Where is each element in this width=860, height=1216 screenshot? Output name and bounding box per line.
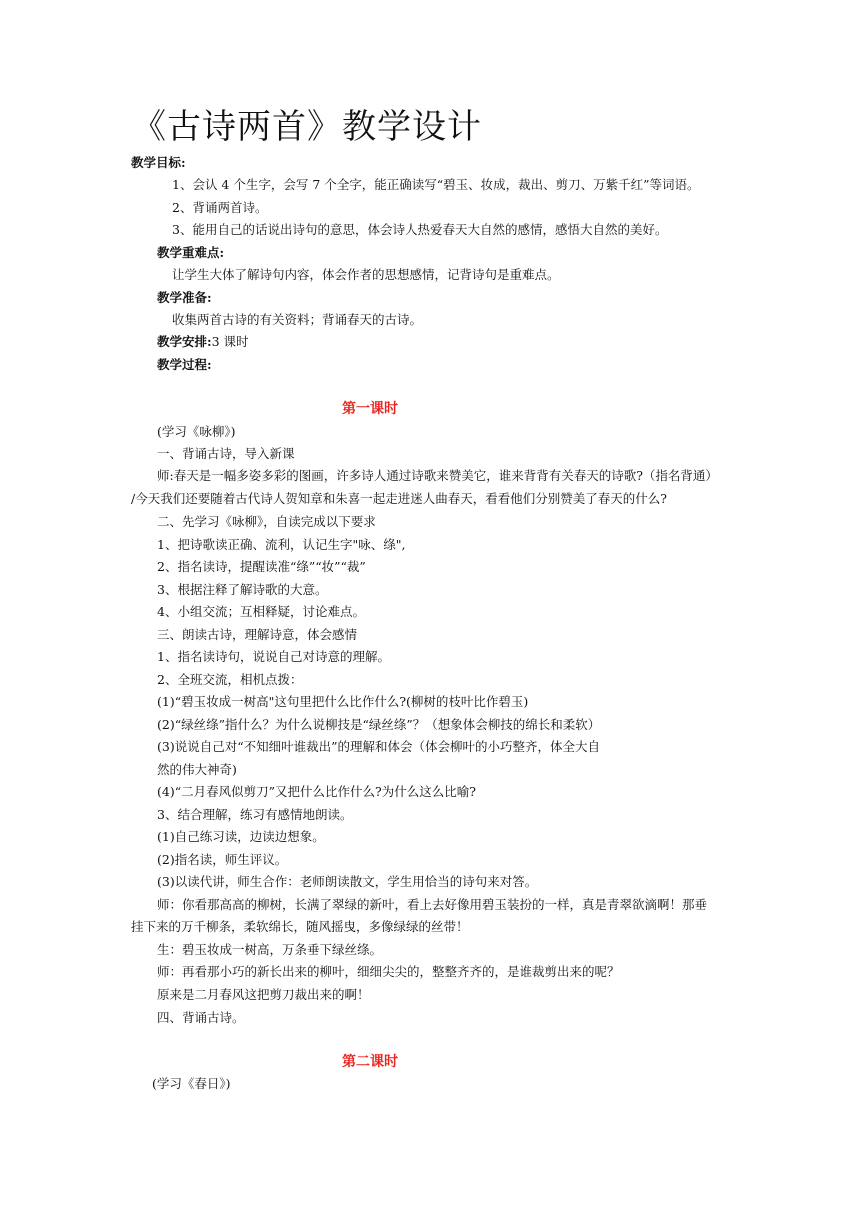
lesson-line: 1、把诗歌读正确、流利，认记生字"咏、绦", — [157, 537, 406, 552]
lesson-line: 4、小组交流；互相释疑，讨论难点。 — [157, 604, 365, 619]
lesson-line: 一、背诵古诗，导入新课 — [157, 446, 295, 461]
lesson-line: (4)“二月春风似剪刀”又把什么比作什么?为什么这么比喻? — [157, 784, 476, 799]
goals-heading: 教学目标: — [131, 155, 186, 170]
lesson-line: /今天我们还要随着古代诗人贺知章和朱喜一起走进迷人曲春天，看看他们分别赞美了春天的什么? — [131, 491, 667, 506]
lesson-line: 师：你看那高高的柳树，长满了翠绿的新叶，看上去好像用碧玉装扮的一样，真是青翠欲滴啊！那垂 — [157, 897, 708, 912]
lesson-line: 然的伟大神奇) — [157, 762, 237, 777]
schedule-value: 3 课时 — [211, 334, 249, 349]
lesson-line: (1)“碧玉妆成一树高"这句里把什么比作什么?(柳树的枝叶比作碧玉) — [157, 694, 529, 709]
lesson-line: (3)说说自己对“不知细叶谁裁出”的理解和体会（体会柳叶的小巧整齐，体全大自 — [157, 739, 600, 754]
lesson-line: 师:春天是一幅多姿多彩的图画，许多诗人通过诗歌来赞美它，谁来背背有关春天的诗歌?（指名背通） — [157, 468, 718, 483]
difficulty-heading: 教学重难点: — [157, 245, 225, 260]
difficulty-text: 让学生大体了解诗句内容，体会作者的思想感情，记背诗句是重难点。 — [172, 267, 560, 282]
lesson-line: 挂下来的万千柳条，柔软绵长，随风摇曳，多像绿绿的丝带！ — [131, 919, 469, 934]
prep-heading: 教学准备: — [157, 290, 212, 305]
schedule-line — [157, 334, 249, 350]
lesson-line: 三、朗读古诗，理解诗意，体会感情 — [157, 627, 358, 642]
lesson-line: 原来是二月春风这把剪刀裁出来的啊！ — [157, 987, 370, 1002]
lesson-line: 四、背诵古诗。 — [157, 1010, 245, 1025]
schedule-label: 教学安排: — [157, 334, 212, 349]
lesson-line: (2)“绿丝绦”指什么？为什么说柳技是“绿丝绦”？（想象体会柳技的绵长和柔软） — [157, 717, 601, 732]
process-heading: 教学过程: — [157, 357, 212, 372]
goal-item: 2、背诵两首诗。 — [172, 200, 268, 215]
lesson-line: 3、结合理解，练习有感情地朗读。 — [157, 807, 353, 822]
lesson-line: 二、先学习《咏柳》，自读完成以下要求 — [157, 514, 376, 529]
lesson-line: 师：再看那小巧的新长出来的柳叶，细细尖尖的，整整齐齐的，是谁裁剪出来的呢？ — [157, 964, 620, 979]
goal-item: 1、会认 4 个生字，会写 7 个全字，能正确读写“碧玉、妆成，裁出、剪刀、万紫千红”等词语。 — [172, 177, 700, 192]
lesson-1-heading: 第一课时 — [342, 401, 398, 417]
page-title: 《古诗两首》教学设计 — [132, 107, 482, 147]
lesson-2-heading: 第二课时 — [342, 1054, 398, 1070]
lesson-line: 2、全班交流，相机点拨： — [157, 672, 303, 687]
lesson-line: 3、根据注释了解诗歌的大意。 — [157, 582, 328, 597]
lesson-line: (3)以读代讲，师生合作：老师朗读散文，学生用恰当的诗句来对答。 — [157, 874, 538, 889]
lesson-line: (学习《咏柳》) — [157, 424, 236, 439]
lesson-line: (2)指名读，师生评议。 — [157, 852, 288, 867]
prep-text: 收集两首古诗的有关资料；背诵春天的古诗。 — [172, 312, 423, 327]
goal-item: 3、能用自己的话说出诗句的意思，体会诗人热爱春天大自然的感情，感悟大自然的美好。 — [172, 222, 668, 237]
lesson-line: 2、指名读诗，提醒读准“绦”“妆”“裁” — [157, 559, 366, 574]
lesson-line: (1)自己练习读，边读边想象。 — [157, 829, 325, 844]
lesson-line: 生：碧玉妆成一树高，万条垂下绿丝绦。 — [157, 942, 383, 957]
lesson-line: 1、指名读诗句，说说自己对诗意的理解。 — [157, 649, 390, 664]
lesson-line: (学习《春日》) — [152, 1076, 231, 1091]
